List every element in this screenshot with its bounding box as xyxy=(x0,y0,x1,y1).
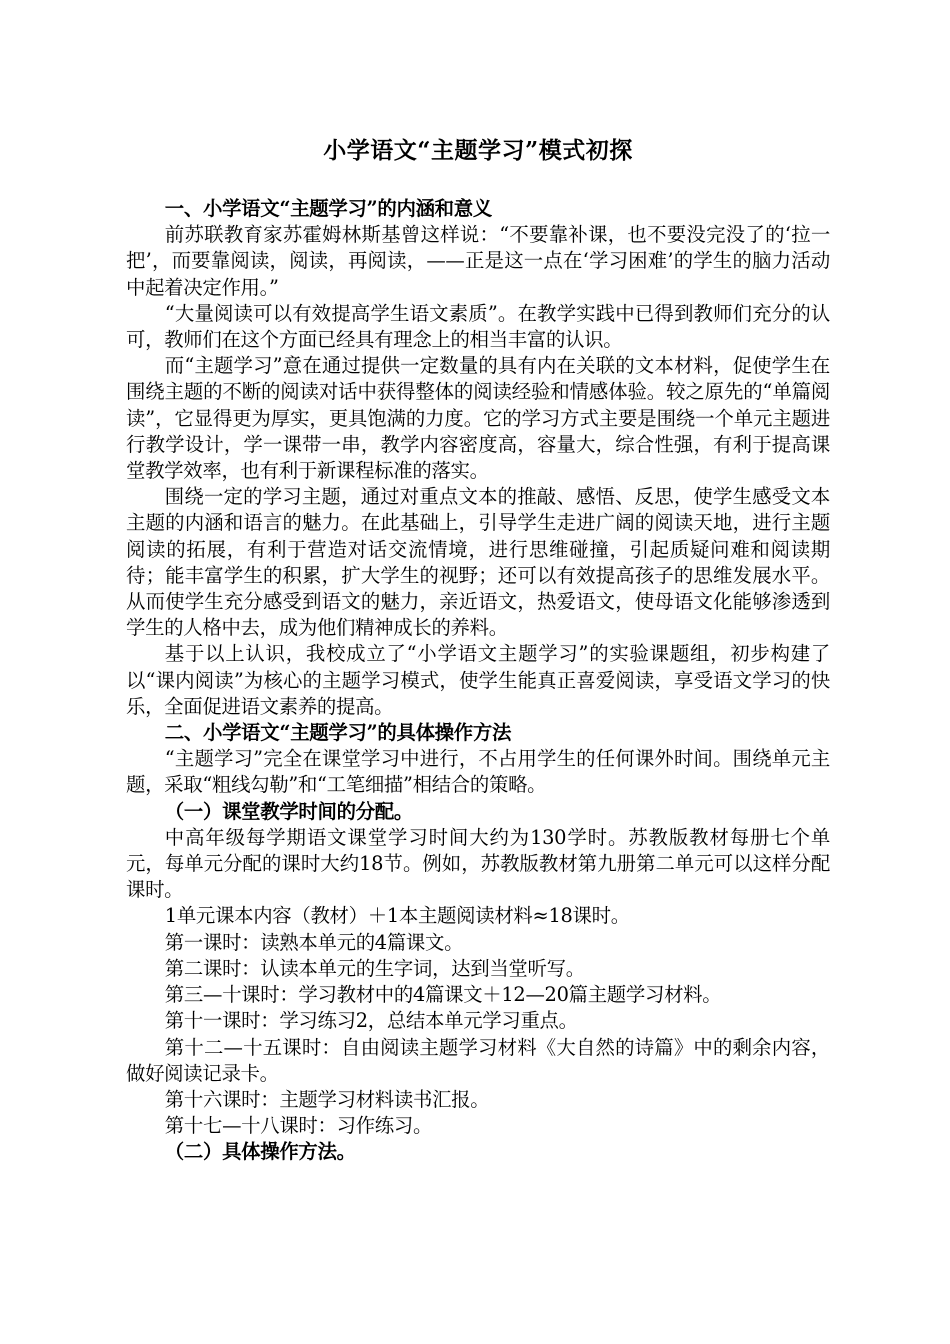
document-body xyxy=(126,196,830,1166)
section-heading: 二、小学语文“主题学习”的具体操作方法 xyxy=(164,721,512,745)
body-paragraph: 第二课时：认读本单元的生字词，达到当堂听写。 xyxy=(164,956,585,980)
body-paragraph: 基于以上认识，我校成立了“小学语文主题学习”的实验课题组，初步构建了以“课内阅读”为核心的主题学习模式，使学生能真正喜爱阅读，享受语文学习的快乐，全面促进语文素养的提高。 xyxy=(126,642,830,718)
section-heading: （一）课堂教学时间的分配。 xyxy=(164,799,413,823)
body-paragraph: 而“主题学习”意在通过提供一定数量的具有内在关联的文本材料，促使学生在围绕主题的不断的阅读对话中获得整体的阅读经验和情感体验。较之原先的“单篇阅读”，它显得更为厚实，更具饱满的力度。它的学习方式主要是围绕一个单元主题进行教学设计，学一课带一串，教学内容密度高，容量大，综合性强，有利于提高课堂教学效率，也有利于新课程标准的落实。 xyxy=(126,354,830,483)
body-paragraph: 第一课时：读熟本单元的4篇课文。 xyxy=(164,930,464,954)
body-paragraph: “大量阅读可以有效提高学生语文素质”。在教学实践中已得到教师们充分的认可，教师们在这个方面已经具有理念上的相当丰富的认识。 xyxy=(126,301,830,352)
section-heading: 一、小学语文“主题学习”的内涵和意义 xyxy=(164,197,492,220)
document-title: 小学语文“主题学习”模式初探 xyxy=(323,137,633,164)
body-paragraph: 前苏联教育家苏霍姆林斯基曾这样说：“不要靠补课，也不要没完没了的‘拉一把’，而要靠阅读，阅读，再阅读，——正是这一点在‘学习困难’的学生的脑力活动中起着决定作用。” xyxy=(126,223,830,299)
body-paragraph: 第三—十课时：学习教材中的4篇课文＋12—20篇主题学习材料。 xyxy=(164,983,722,1007)
body-paragraph: 1单元课本内容（教材）＋1本主题阅读材料≈18课时。 xyxy=(164,904,630,928)
body-paragraph: 中高年级每学期语文课堂学习时间大约为130学时。苏教版教材每册七个单元，每单元分配的课时大约18节。例如，苏教版教材第九册第二单元可以这样分配课时。 xyxy=(126,825,830,902)
body-paragraph: 第十六课时：主题学习材料读书汇报。 xyxy=(164,1087,490,1111)
section-heading: （二）具体操作方法。 xyxy=(164,1140,356,1164)
body-paragraph: 第十二—十五课时：自由阅读主题学习材料《大自然的诗篇》中的剩余内容，做好阅读记录卡。 xyxy=(126,1035,830,1085)
body-paragraph: 第十七—十八课时：习作练习。 xyxy=(164,1114,433,1138)
body-paragraph: 第十一课时：学习练习2，总结本单元学习重点。 xyxy=(164,1009,578,1033)
body-paragraph: “主题学习”完全在课堂学习中进行，不占用学生的任何课外时间。围绕单元主题，采取“粗线勾勒”和“工笔细描”相结合的策略。 xyxy=(126,747,830,797)
body-paragraph: 围绕一定的学习主题，通过对重点文本的推敲、感悟、反思，使学生感受文本主题的内涵和语言的魅力。在此基础上，引导学生走进广阔的阅读天地，进行主题阅读的拓展，有利于营造对话交流情境，进行思维碰撞，引起质疑问难和阅读期待；能丰富学生的积累，扩大学生的视野；还可以有效提高孩子的思维发展水平。从而使学生充分感受到语文的魅力，亲近语文，热爱语文，使母语文化能够渗透到学生的人格中去，成为他们精神成长的养料。 xyxy=(126,485,830,640)
